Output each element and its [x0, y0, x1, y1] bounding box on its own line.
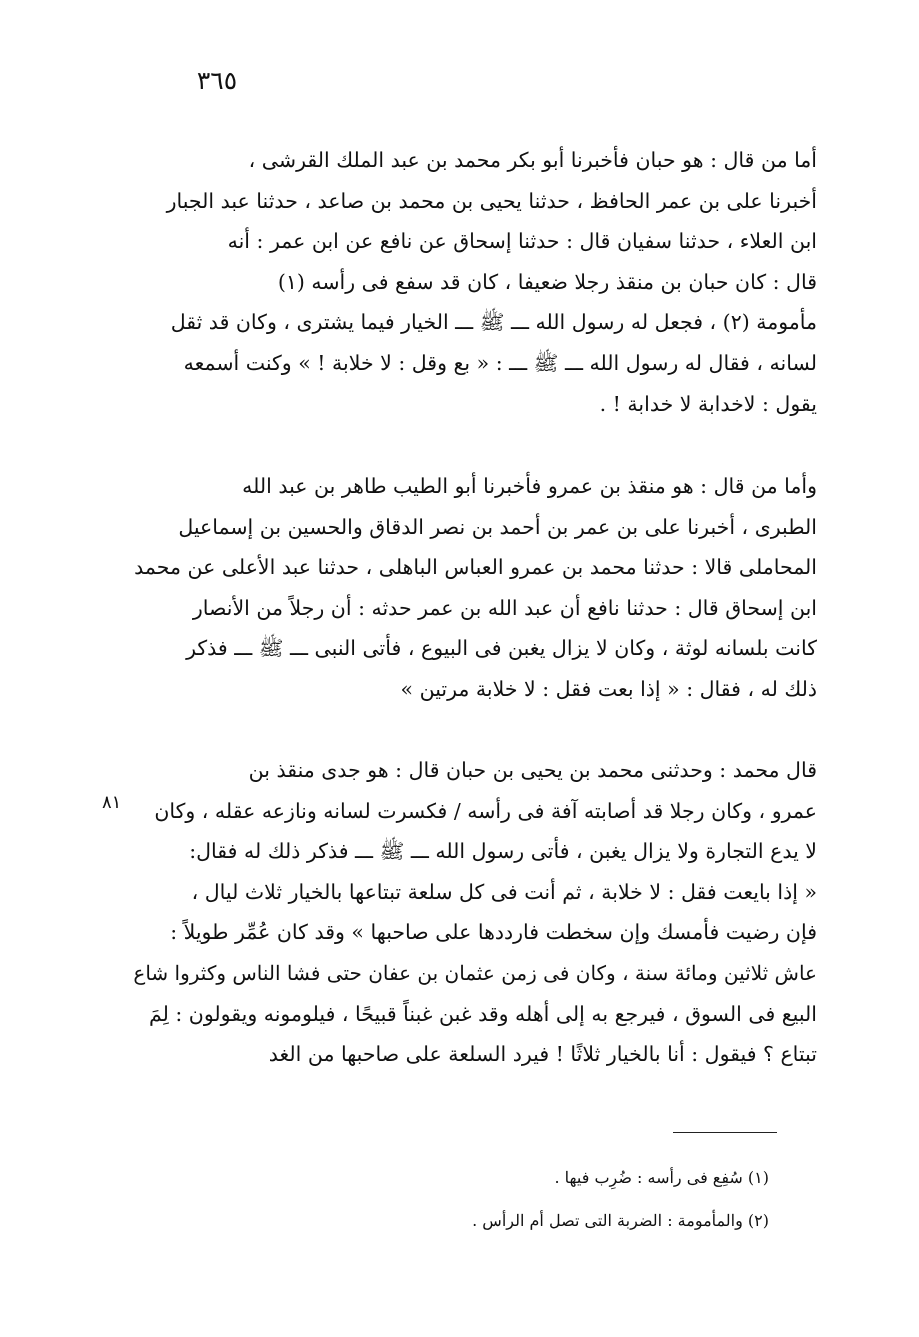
- text-line: البيع فى السوق ، فيرجع به إلى أهله وقد غبن غبناً قبيحًا ، فيلومونه ويقولون : لِمَ: [148, 1001, 817, 1026]
- text-line: قال محمد : وحدثنى محمد بن يحيى بن حبان قال : هو جدى منقذ بن: [248, 758, 817, 782]
- paragraph-2: [127, 466, 817, 710]
- margin-page-reference: ٨١: [102, 792, 122, 813]
- text-line: فإن رضيت فأمسك وإن سخطت فارددها على صاحبها » وقد كان عُمِّر طويلاً :: [170, 920, 817, 945]
- footnote-2: (٢) والمأمومة : الضربة التى تصل أم الرأس .: [472, 1211, 769, 1230]
- text-line: لسانه ، فقال له رسول الله ـــ ﷺ ـــ : « بع وقل : لا خلابة ! » وكنت أسمعه: [183, 350, 817, 375]
- text-line: وأما من قال : هو منقذ بن عمرو فأخبرنا أبو الطيب طاهر بن عبد الله: [242, 474, 817, 498]
- text-line: « إذا بايعت فقل : لا خلابة ، ثم أنت فى كل سلعة تبتاعها بالخيار ثلاث ليال ،: [191, 879, 817, 904]
- text-line: أخبرنا على بن عمر الحافظ ، حدثنا يحيى بن محمد بن صاعد ، حدثنا عبد الجبار: [166, 188, 817, 213]
- text-line: لا يدع التجارة ولا يزال يغبن ، فأتى رسول الله ـــ ﷺ ـــ فذكر ذلك له فقال:: [189, 839, 817, 864]
- text-line: ذلك له ، فقال : « إذا بعت فقل : لا خلابة مرتين »: [400, 676, 817, 701]
- text-line: مأمومة (٢) ، فجعل له رسول الله ـــ ﷺ ـــ الخيار فيما يشترى ، وكان قد ثقل: [170, 310, 817, 335]
- text-line: أما من قال : هو حبان فأخبرنا أبو بكر محمد بن عبد الملك القرشى ،: [248, 148, 817, 172]
- text-line: المحاملى قالا : حدثنا محمد بن عمرو العباس الباهلى ، حدثنا عبد الأعلى عن محمد: [134, 555, 817, 580]
- text-line: يقول : لاخدابة لا خدابة ! .: [599, 391, 817, 416]
- paragraph-3: [127, 750, 817, 1075]
- paragraph-1: [127, 140, 817, 424]
- footnote-1: (١) سُفِع فى رأسه : ضُرِب فيها .: [554, 1168, 769, 1187]
- page-number: ٣٦٥: [196, 66, 238, 95]
- text-line: الطبرى ، أخبرنا على بن عمر بن أحمد بن نصر الدقاق والحسين بن إسماعيل: [178, 514, 817, 539]
- footnote-divider: [673, 1132, 777, 1133]
- text-line: قال : كان حبان بن منقذ رجلا ضعيفا ، كان قد سفع فى رأسه (١): [277, 269, 817, 294]
- text-line: ابن العلاء ، حدثنا سفيان قال : حدثنا إسحاق عن نافع عن ابن عمر : أنه: [227, 229, 817, 254]
- text-line: كانت بلسانه لوثة ، وكان لا يزال يغبن فى البيوع ، فأتى النبى ـــ ﷺ ـــ فذكر: [186, 636, 817, 661]
- text-line: ابن إسحاق قال : حدثنا نافع أن عبد الله بن عمر حدثه : أن رجلاً من الأنصار: [192, 595, 817, 620]
- text-line: تبتاع ؟ فيقول : أنا بالخيار ثلاثًا ! فيرد السلعة على صاحبها من الغد: [268, 1042, 817, 1067]
- text-line: عاش ثلاثين ومائة سنة ، وكان فى زمن عثمان بن عفان حتى فشا الناس وكثروا شاع: [133, 960, 817, 985]
- text-line: عمرو ، وكان رجلا قد أصابته آفة فى رأسه / فكسرت لسانه ونازعه عقله ، وكان: [154, 798, 817, 823]
